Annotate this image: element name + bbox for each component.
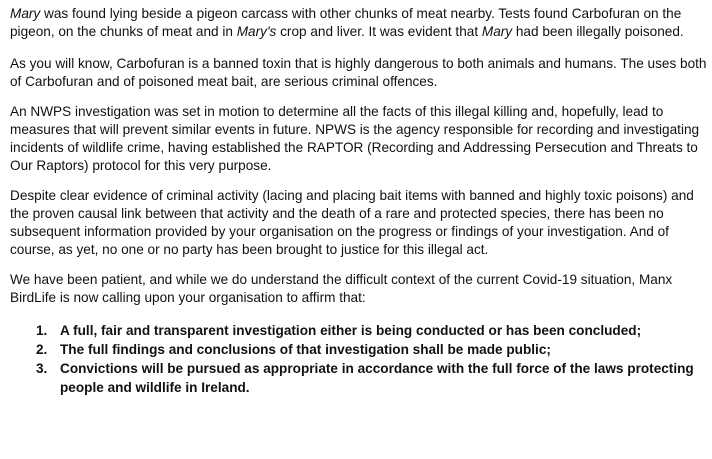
demand-number: 1. bbox=[36, 323, 48, 338]
text-segment: Despite clear evidence of criminal activity (lacing and placing bait items with banned and highly toxic poisons) and the proven causal link between that activity and the death of a rare and protected species, there has been no subsequent information provided by your organisation on the progress or findings of your investigation. And of course, as yet, no one or no party has been brought to justice for this illegal act. bbox=[10, 188, 694, 257]
paragraph bbox=[10, 103, 708, 175]
italic-text-segment: Mary bbox=[481, 24, 513, 39]
text-segment: As you will know, Carbofuran is a banned toxin that is highly dangerous to both animals and humans. The uses both of Carbofuran and of poisoned meat bait, are serious criminal offences. bbox=[10, 56, 707, 89]
text-segment: An NWPS investigation was set in motion to determine all the facts of this illegal killing and, hopefully, lead to measures that will prevent similar events in future. NPWS is the agency responsible for recording and investigating incidents of wildlife crime, having established the RAPTOR (Recording and Addressing Persecution and Threats to Our Raptors) protocol for this very purpose. bbox=[10, 104, 700, 173]
text-segment: had been illegally poisoned. bbox=[512, 24, 684, 39]
demands-list bbox=[10, 321, 708, 397]
paragraph bbox=[10, 271, 708, 307]
italic-text-segment: Mary bbox=[10, 6, 41, 21]
text-segment: We have been patient, and while we do understand the difficult context of the current Covid-19 situation, Manx BirdLife is now calling upon your organisation to affirm that: bbox=[10, 272, 673, 305]
text-segment: was found lying beside a pigeon carcass with other chunks of meat nearby. Tests found Carbofuran on the pigeon, on the chunks of meat and in bbox=[10, 6, 682, 39]
demand-number: 3. bbox=[36, 361, 48, 376]
paragraph bbox=[10, 187, 708, 259]
demand-item bbox=[10, 340, 708, 359]
italic-text-segment: Mary's bbox=[236, 24, 277, 39]
text-segment: crop and liver. It was evident that bbox=[276, 24, 482, 39]
demand-text: Convictions will be pursued as appropriate in accordance with the full force of the laws protecting people and wildlife in Ireland. bbox=[60, 361, 694, 395]
demand-item bbox=[10, 321, 708, 340]
paragraph bbox=[10, 5, 708, 41]
paragraph bbox=[10, 55, 708, 91]
demand-item bbox=[10, 359, 708, 397]
demand-text: A full, fair and transparent investigation either is being conducted or has been concluded; bbox=[60, 323, 642, 338]
demand-number: 2. bbox=[36, 342, 48, 357]
letter-body bbox=[10, 5, 708, 397]
demand-text: The full findings and conclusions of that investigation shall be made public; bbox=[60, 342, 551, 357]
paragraphs bbox=[10, 5, 708, 307]
